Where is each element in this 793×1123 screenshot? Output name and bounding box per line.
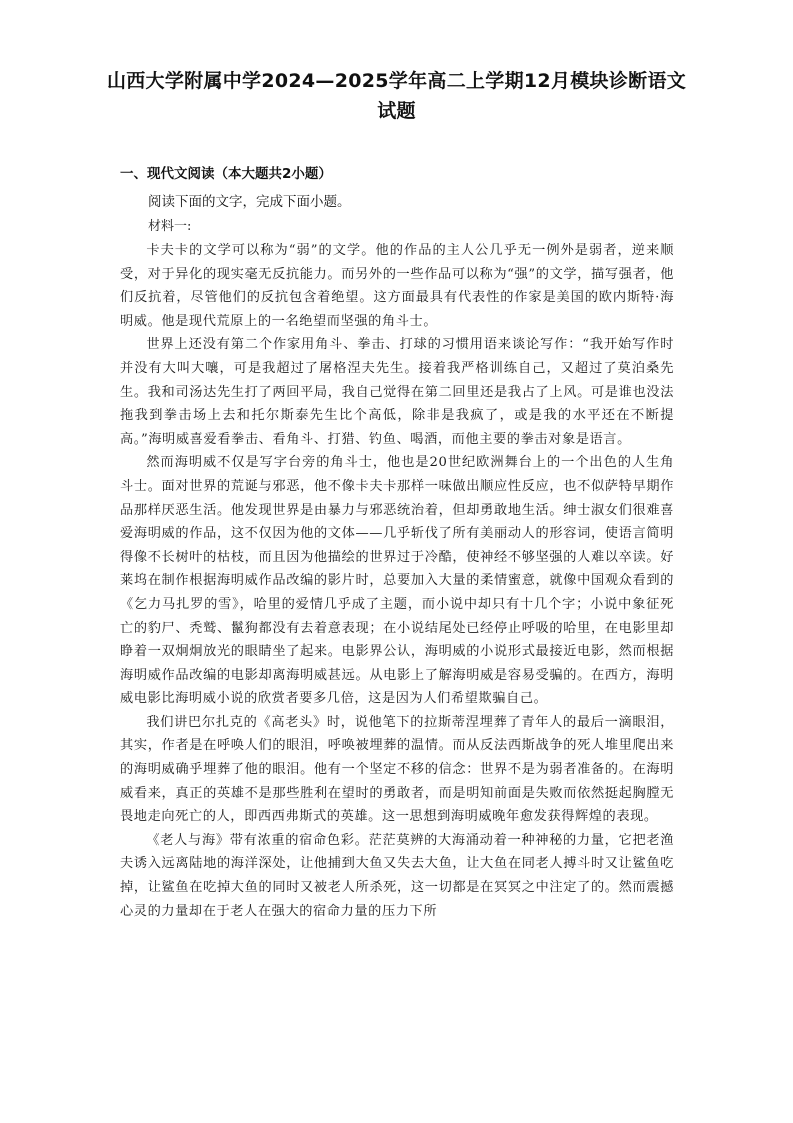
paragraph-4: 我们讲巴尔扎克的《高老头》时，说他笔下的拉斯蒂涅埋葬了青年人的最后一滴眼泪，其实，作者是在呼唤人们的眼泪，呼唤被埋葬的温情。而从反法西斯战争的死人堆里爬出来的海明威确乎埋葬了他的眼泪。他有一个坚定不移的信念：世界不是为弱者准备的。在海明威看来，真正的英雄不是那些胜利在望时的勇敢者，而是明知前面是失败而依然挺起胸膛无畏地走向死亡的人，即西西弗斯式的英雄。这一思想到海明威晚年愈发获得辉煌的表现。: [120, 714, 674, 825]
paragraph-2: 世界上还没有第二个作家用角斗、拳击、打球的习惯用语来谈论写作：“我开始写作时并没有大叫大嚷，可是我超过了屠格涅夫先生。接着我严格训练自己，又超过了莫泊桑先生。我和司汤达先生打了两回平局，我自己觉得在第二回里还是我占了上风。可是谁也没法拖我到拳击场上去和托尔斯泰先生比个高低，除非是我疯了，或是我的水平还在不断提高。”海明威喜爱看拳击、看角斗、打猎、钓鱼、喝酒，而他主要的拳击对象是语言。: [120, 337, 674, 447]
section-heading: 一、现代文阅读（本大题共2小题）: [120, 166, 332, 182]
document-title: 山西大学附属中学2024—2025学年高二上学期12月模块诊断语文试题: [106, 70, 687, 122]
article-body: [120, 239, 674, 923]
reading-instruction: 阅读下面的文字，完成下面小题。: [148, 194, 351, 210]
paragraph-3: 然而海明威不仅是写字台旁的角斗士，他也是20世纪欧洲舞台上的一个出色的人生角斗士。面对世界的荒诞与邪恶，他不像卡夫卡那样一味做出顺应性反应，也不似萨特早期作品那样厌恶生活。他发现世界是由暴力与邪恶统治着，但却勇敢地生活。绅士淑女们很难喜爱海明威的作品，这不仅因为他的文体——几乎斩伐了所有美丽动人的形容词，使语言简明得像不长树叶的枯枝，而且因为他描绘的世界过于冷酷，使神经不够坚强的人难以卒读。好莱坞在制作根据海明威作品改编的影片时，总要加入大量的柔情蜜意，就像中国观众看到的《乞力马扎罗的雪》，哈里的爱情几乎成了主题，而小说中却只有十几个字；小说中象征死亡的豹尸、秃鹫、鬣狗都没有去着意表现；在小说结尾处已经停止呼吸的哈里，在电影里却睁着一双炯炯放光的眼睛坐了起来。电影界公认，海明威的小说形式最接近电影，然而根据海明威作品改编的电影却离海明威甚远。从电影上了解海明威是容易受骗的。在西方，海明威电影比海明威小说的欣赏者要多几倍，这是因为人们希望欺骗自己。: [120, 455, 674, 707]
paragraph-1: 卡夫卡的文学可以称为“弱”的文学。他的作品的主人公几乎无一例外是弱者，逆来顺受，对于异化的现实毫无反抗能力。而另外的一些作品可以称为“强”的文学，描写强者，他们反抗着，尽管他们的反抗包含着绝望。这方面最具有代表性的作家是美国的欧内斯特·海明威。他是现代荒原上的一名绝望而坚强的角斗士。: [120, 243, 674, 329]
paragraph-5: 《老人与海》带有浓重的宿命色彩。茫茫莫辨的大海涌动着一种神秘的力量，它把老渔夫诱入远离陆地的海洋深处，让他捕到大鱼又失去大鱼，让大鱼在同老人搏斗时又让鲨鱼吃掉，让鲨鱼在吃掉大鱼的同时又被老人所杀死，这一切都是在冥冥之中注定了的。然而震撼心灵的力量却在于老人在强大的宿命力量的压力下所: [120, 832, 674, 919]
material-label: 材料一:: [148, 219, 192, 234]
